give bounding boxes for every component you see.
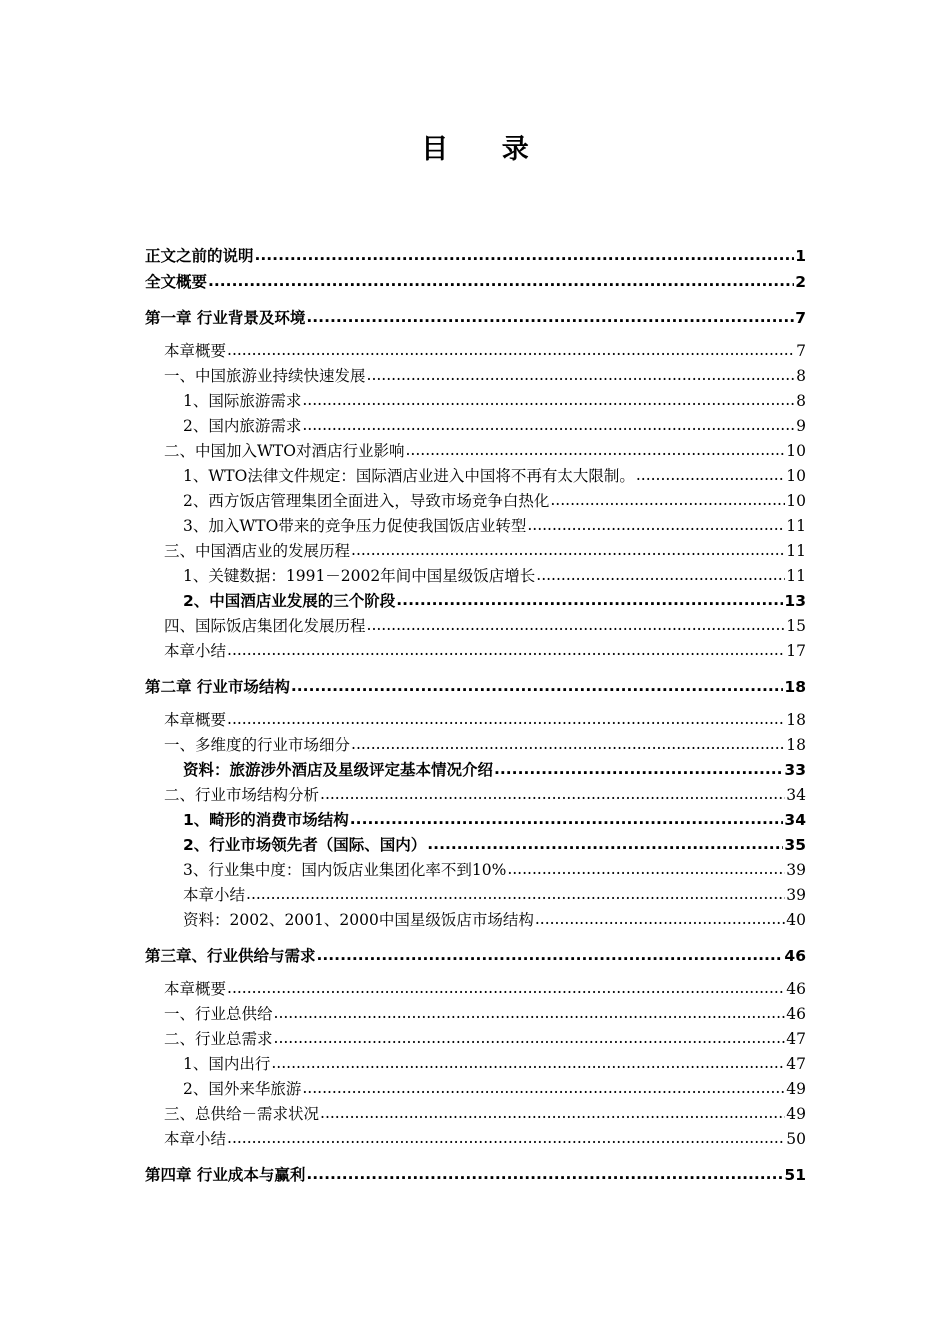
toc-entry-label: 3、行业集中度：国内饭店业集团化率不到10% [183, 861, 507, 879]
toc-entry-label: 1、国内出行 [183, 1055, 271, 1073]
toc-page-number: 2 [795, 273, 806, 291]
toc-entry[interactable] [145, 858, 806, 883]
toc-entry[interactable] [145, 977, 806, 1002]
toc-leader-dots [306, 1162, 783, 1187]
toc-leader-dots [427, 833, 783, 857]
toc-page-number: 46 [784, 947, 806, 965]
toc-leader-dots [274, 1027, 786, 1051]
toc-entry-label: 3、加入WTO带来的竞争压力促使我国饭店业转型 [183, 517, 527, 535]
toc-page-number: 10 [786, 442, 806, 460]
toc-entry[interactable] [145, 564, 806, 589]
toc-entry-label: 一、多维度的行业市场细分 [164, 736, 351, 754]
toc-entry[interactable] [145, 833, 806, 858]
toc-entry[interactable] [145, 614, 806, 639]
toc-page-number: 39 [786, 886, 806, 904]
toc-entry-label: 1、关键数据：1991－2002年间中国星级饭店增长 [183, 567, 536, 585]
toc-entry-label: 三、中国酒店业的发展历程 [164, 542, 351, 560]
toc-entry[interactable] [145, 1027, 806, 1052]
page-title: 目 录 [421, 134, 551, 165]
toc-entry[interactable] [145, 364, 806, 389]
toc-page-number: 8 [796, 392, 806, 410]
toc-entry-label: 2、西方饭店管理集团全面进入，导致市场竞争白热化 [183, 492, 550, 510]
toc-page-number: 34 [784, 811, 806, 829]
toc-page-number: 18 [786, 711, 806, 729]
toc-leader-dots [351, 539, 785, 563]
toc-page-number: 9 [796, 417, 806, 435]
toc-leader-dots [405, 439, 785, 463]
toc-page-number: 10 [786, 492, 806, 510]
toc-leader-dots [396, 589, 783, 613]
toc-entry[interactable] [145, 758, 806, 783]
toc-leader-dots [317, 943, 784, 968]
toc-leader-dots [536, 564, 785, 588]
toc-entry[interactable] [145, 733, 806, 758]
toc-page-number: 11 [786, 517, 806, 535]
toc-page-number: 1 [795, 247, 806, 265]
toc-page-number: 50 [786, 1130, 806, 1148]
toc-leader-dots [367, 364, 796, 388]
toc-entry[interactable] [145, 539, 806, 564]
toc-page-number: 7 [796, 342, 806, 360]
toc-leader-dots [302, 389, 795, 413]
toc-entry[interactable] [145, 1162, 806, 1188]
toc-entry[interactable] [145, 808, 806, 833]
toc-page-number: 13 [784, 592, 806, 610]
toc-page-number: 11 [786, 567, 806, 585]
toc-leader-dots [227, 639, 785, 663]
toc-entry[interactable] [145, 1077, 806, 1102]
toc-entry-label: 二、行业市场结构分析 [164, 786, 320, 804]
toc-entry[interactable] [145, 1102, 806, 1127]
toc-leader-dots [320, 783, 785, 807]
toc-entry-label: 2、中国酒店业发展的三个阶段 [183, 592, 396, 610]
toc-page-number: 11 [786, 542, 806, 560]
toc-page-number: 46 [786, 1005, 806, 1023]
toc-leader-dots [291, 674, 784, 699]
toc-entry-label: 二、行业总需求 [164, 1030, 273, 1048]
toc-entry[interactable] [145, 589, 806, 614]
toc-entry[interactable] [145, 674, 806, 700]
toc-leader-dots [494, 758, 783, 782]
toc-leader-dots [550, 489, 785, 513]
toc-leader-dots [507, 858, 785, 882]
toc-leader-dots [306, 305, 794, 330]
toc-entry-label: 2、国外来华旅游 [183, 1080, 302, 1098]
toc-entry-label: 2、行业市场领先者（国际、国内） [183, 836, 427, 854]
toc-entry-label: 资料：2002、2001、2000中国星级饭店市场结构 [183, 911, 534, 929]
toc-page-number: 49 [786, 1080, 806, 1098]
toc-page-number: 35 [784, 836, 806, 854]
toc-entry-label: 四、国际饭店集团化发展历程 [164, 617, 366, 635]
toc-page-number: 40 [786, 911, 806, 929]
toc-page-number: 8 [796, 367, 806, 385]
toc-entry-label: 第三章、行业供给与需求 [145, 947, 316, 965]
toc-entry[interactable] [145, 439, 806, 464]
toc-entry-label: 2、国内旅游需求 [183, 417, 302, 435]
toc-entry[interactable] [145, 1002, 806, 1027]
toc-leader-dots [351, 733, 785, 757]
toc-entry-label: 1、WTO法律文件规定：国际酒店业进入中国将不再有太大限制。 [183, 467, 635, 485]
toc-page-number: 7 [795, 309, 806, 327]
toc-leader-dots [227, 977, 785, 1001]
toc-entry[interactable] [145, 464, 806, 489]
toc-entry[interactable] [145, 514, 806, 539]
toc-entry-label: 第一章 行业背景及环境 [145, 309, 306, 327]
toc-entry-label: 三、总供给－需求状况 [164, 1105, 320, 1123]
toc-page-number: 46 [786, 980, 806, 998]
toc-page-number: 51 [784, 1166, 806, 1184]
toc-entry-label: 1、国际旅游需求 [183, 392, 302, 410]
toc-entry-label: 第二章 行业市场结构 [145, 678, 290, 696]
toc-leader-dots [227, 1127, 785, 1151]
toc-leader-dots [302, 414, 795, 438]
toc-entry-label: 本章小结 [164, 642, 227, 660]
toc-leader-dots [636, 464, 785, 488]
toc-page-number: 39 [786, 861, 806, 879]
toc-entry-label: 一、行业总供给 [164, 1005, 273, 1023]
toc-entry[interactable] [145, 489, 806, 514]
toc-entry[interactable] [145, 708, 806, 733]
toc-page-number: 10 [786, 467, 806, 485]
toc-entry[interactable] [145, 639, 806, 664]
toc-leader-dots [255, 243, 795, 268]
toc-page-number: 49 [786, 1105, 806, 1123]
toc-entry-label: 资料：旅游涉外酒店及星级评定基本情况介绍 [183, 761, 494, 779]
toc-leader-dots [302, 1077, 785, 1101]
toc-entry[interactable] [145, 908, 806, 933]
toc-page-number: 47 [786, 1055, 806, 1073]
toc-leader-dots [246, 883, 785, 907]
toc-page-number: 34 [786, 786, 806, 804]
toc-entry-label: 本章概要 [164, 711, 227, 729]
toc-entry[interactable] [145, 1127, 806, 1152]
toc-leader-dots [320, 1102, 785, 1126]
toc-leader-dots [227, 708, 785, 732]
toc-page-number: 15 [786, 617, 806, 635]
toc-entry[interactable] [145, 943, 806, 969]
toc-leader-dots [535, 908, 785, 932]
toc-entry-label: 第四章 行业成本与赢利 [145, 1166, 306, 1184]
toc-entry-label: 本章概要 [164, 342, 227, 360]
toc-page-number: 18 [786, 736, 806, 754]
toc-leader-dots [274, 1002, 786, 1026]
toc-leader-dots [350, 808, 784, 832]
toc-entry[interactable] [145, 305, 806, 331]
toc-leader-dots [208, 269, 794, 294]
toc-entry[interactable] [145, 414, 806, 439]
toc-entry-label: 一、中国旅游业持续快速发展 [164, 367, 366, 385]
toc-entry[interactable] [145, 883, 806, 908]
toc-entry-label: 正文之前的说明 [145, 247, 254, 265]
table-of-contents [145, 243, 806, 1196]
toc-entry-label: 二、中国加入WTO对酒店行业影响 [164, 442, 405, 460]
toc-entry[interactable] [145, 339, 806, 364]
toc-page-number: 18 [784, 678, 806, 696]
toc-page-number: 33 [784, 761, 806, 779]
toc-entry[interactable] [145, 389, 806, 414]
toc-entry[interactable] [145, 783, 806, 808]
toc-entry-label: 本章小结 [164, 1130, 227, 1148]
toc-leader-dots [227, 339, 795, 363]
toc-entry[interactable] [145, 1052, 806, 1077]
toc-page-number: 17 [786, 642, 806, 660]
toc-entry-label: 本章概要 [164, 980, 227, 998]
toc-entry-label: 全文概要 [145, 273, 208, 291]
toc-entry-label: 本章小结 [183, 886, 246, 904]
toc-leader-dots [271, 1052, 785, 1076]
toc-entry[interactable] [145, 243, 806, 269]
toc-page-number: 47 [786, 1030, 806, 1048]
toc-entry-label: 1、畸形的消费市场结构 [183, 811, 349, 829]
toc-leader-dots [367, 614, 786, 638]
toc-entry[interactable] [145, 269, 806, 295]
toc-leader-dots [527, 514, 785, 538]
